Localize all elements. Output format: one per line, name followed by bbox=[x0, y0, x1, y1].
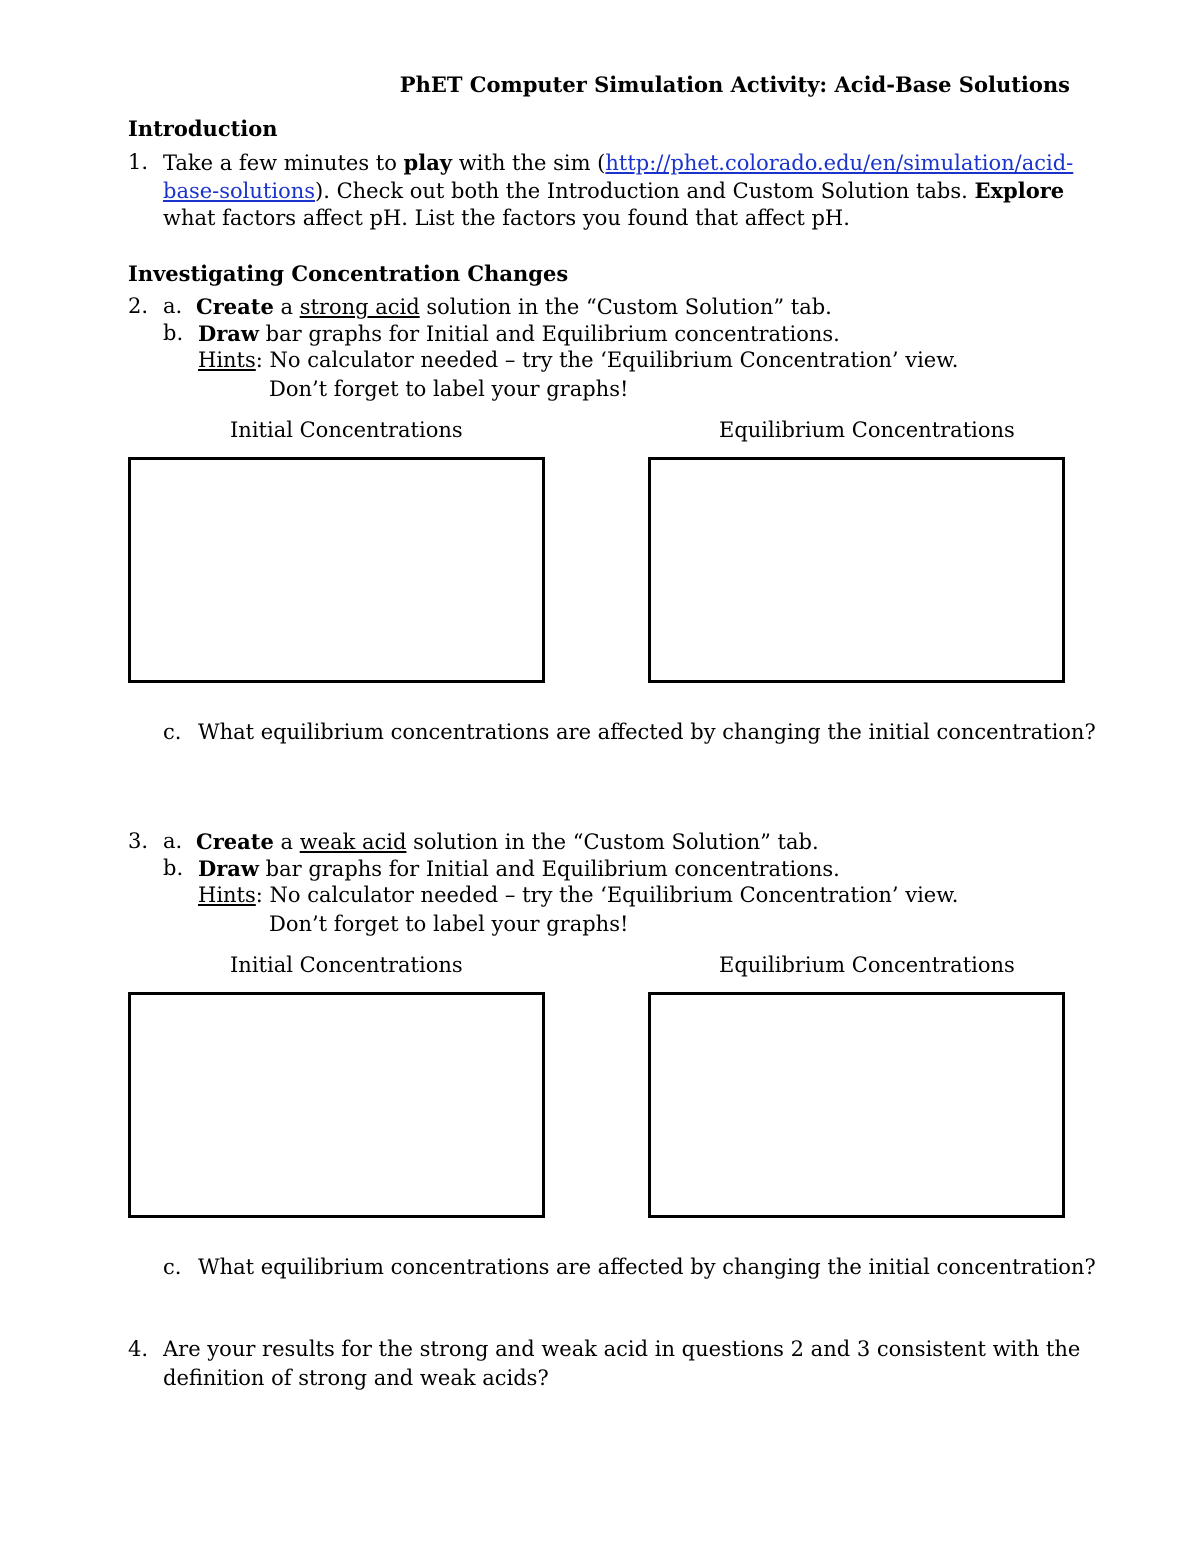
q3c-text: What equilibrium concentrations are affected by changing the initial concentration? bbox=[198, 1255, 1096, 1279]
page-title: PhET Computer Simulation Activity: Acid-Base Solutions bbox=[399, 72, 1070, 97]
q2-graph-right-label: Equilibrium Concentrations bbox=[719, 418, 1015, 442]
q3-graph-right-label: Equilibrium Concentrations bbox=[719, 953, 1015, 977]
q2c-text: What equilibrium concentrations are affected by changing the initial concentration? bbox=[198, 720, 1096, 744]
q4-number: 4. bbox=[128, 1337, 149, 1361]
q1-play: play bbox=[403, 150, 453, 175]
intro-heading: Introduction bbox=[128, 116, 278, 141]
investigating-heading: Investigating Concentration Changes bbox=[128, 261, 569, 286]
q4-line2: definition of strong and weak acids? bbox=[163, 1366, 549, 1390]
q3a-acid-type: weak acid bbox=[299, 830, 407, 854]
q2a-post: solution in the “Custom Solution” tab. bbox=[419, 295, 832, 319]
q3a-text bbox=[196, 829, 819, 854]
q3b-text bbox=[198, 856, 840, 881]
q2-number: 2. bbox=[128, 294, 149, 318]
q3b-rest: bar graphs for Initial and Equilibrium concentrations. bbox=[258, 857, 840, 881]
q1-explore: Explore bbox=[974, 178, 1065, 203]
q1-text-3: ). Check out both the Introduction and Custom Solution tabs. bbox=[315, 179, 975, 203]
q2c-label: c. bbox=[163, 720, 182, 744]
q3-hint2: Don’t forget to label your graphs! bbox=[269, 912, 629, 936]
q3a-label: a. bbox=[163, 829, 183, 853]
q3-initial-graph-box[interactable] bbox=[128, 992, 545, 1218]
q2a-pre: a bbox=[273, 295, 300, 319]
q2-graph-left-label: Initial Concentrations bbox=[230, 418, 463, 442]
q3a-create: Create bbox=[196, 829, 274, 854]
q4-line1: Are your results for the strong and weak acid in questions 2 and 3 consistent with the bbox=[163, 1337, 1081, 1361]
q1-text-2: with the sim ( bbox=[452, 151, 606, 175]
q3-hints bbox=[198, 883, 958, 907]
q2a-acid-type: strong acid bbox=[299, 295, 420, 319]
q3-graph-left-label: Initial Concentrations bbox=[230, 953, 463, 977]
q2-hint1: : No calculator needed – try the ‘Equilibrium Concentration’ view. bbox=[255, 348, 959, 372]
q2a-create: Create bbox=[196, 294, 274, 319]
q2-initial-graph-box[interactable] bbox=[128, 457, 545, 683]
q3-equilibrium-graph-box[interactable] bbox=[648, 992, 1065, 1218]
q2b-label: b. bbox=[163, 321, 184, 345]
q2-hints bbox=[198, 348, 958, 372]
sim-link-part1[interactable]: http://phet.colorado.edu/en/simulation/acid- bbox=[605, 151, 1074, 175]
q3b-label: b. bbox=[163, 856, 184, 880]
q1-line1 bbox=[163, 150, 1073, 175]
sim-link-part2[interactable]: base-solutions bbox=[163, 179, 316, 203]
q1-line2 bbox=[163, 178, 1064, 203]
q2-equilibrium-graph-box[interactable] bbox=[648, 457, 1065, 683]
q2-hint2: Don’t forget to label your graphs! bbox=[269, 377, 629, 401]
q2b-draw: Draw bbox=[198, 321, 259, 346]
q2b-text bbox=[198, 321, 840, 346]
q2b-rest: bar graphs for Initial and Equilibrium concentrations. bbox=[258, 322, 840, 346]
q3c-label: c. bbox=[163, 1255, 182, 1279]
q1-text-1: Take a few minutes to bbox=[163, 151, 404, 175]
q2-hints-label: Hints bbox=[198, 348, 256, 372]
q1-number: 1. bbox=[128, 150, 149, 174]
q3a-post: solution in the “Custom Solution” tab. bbox=[406, 830, 819, 854]
q3b-draw: Draw bbox=[198, 856, 259, 881]
q3-hints-label: Hints bbox=[198, 883, 256, 907]
q3a-pre: a bbox=[273, 830, 300, 854]
q3-number: 3. bbox=[128, 829, 149, 853]
q2a-text bbox=[196, 294, 832, 319]
q3-hint1: : No calculator needed – try the ‘Equilibrium Concentration’ view. bbox=[255, 883, 959, 907]
q2a-label: a. bbox=[163, 294, 183, 318]
q1-line3: what factors affect pH. List the factors you found that affect pH. bbox=[163, 206, 850, 230]
